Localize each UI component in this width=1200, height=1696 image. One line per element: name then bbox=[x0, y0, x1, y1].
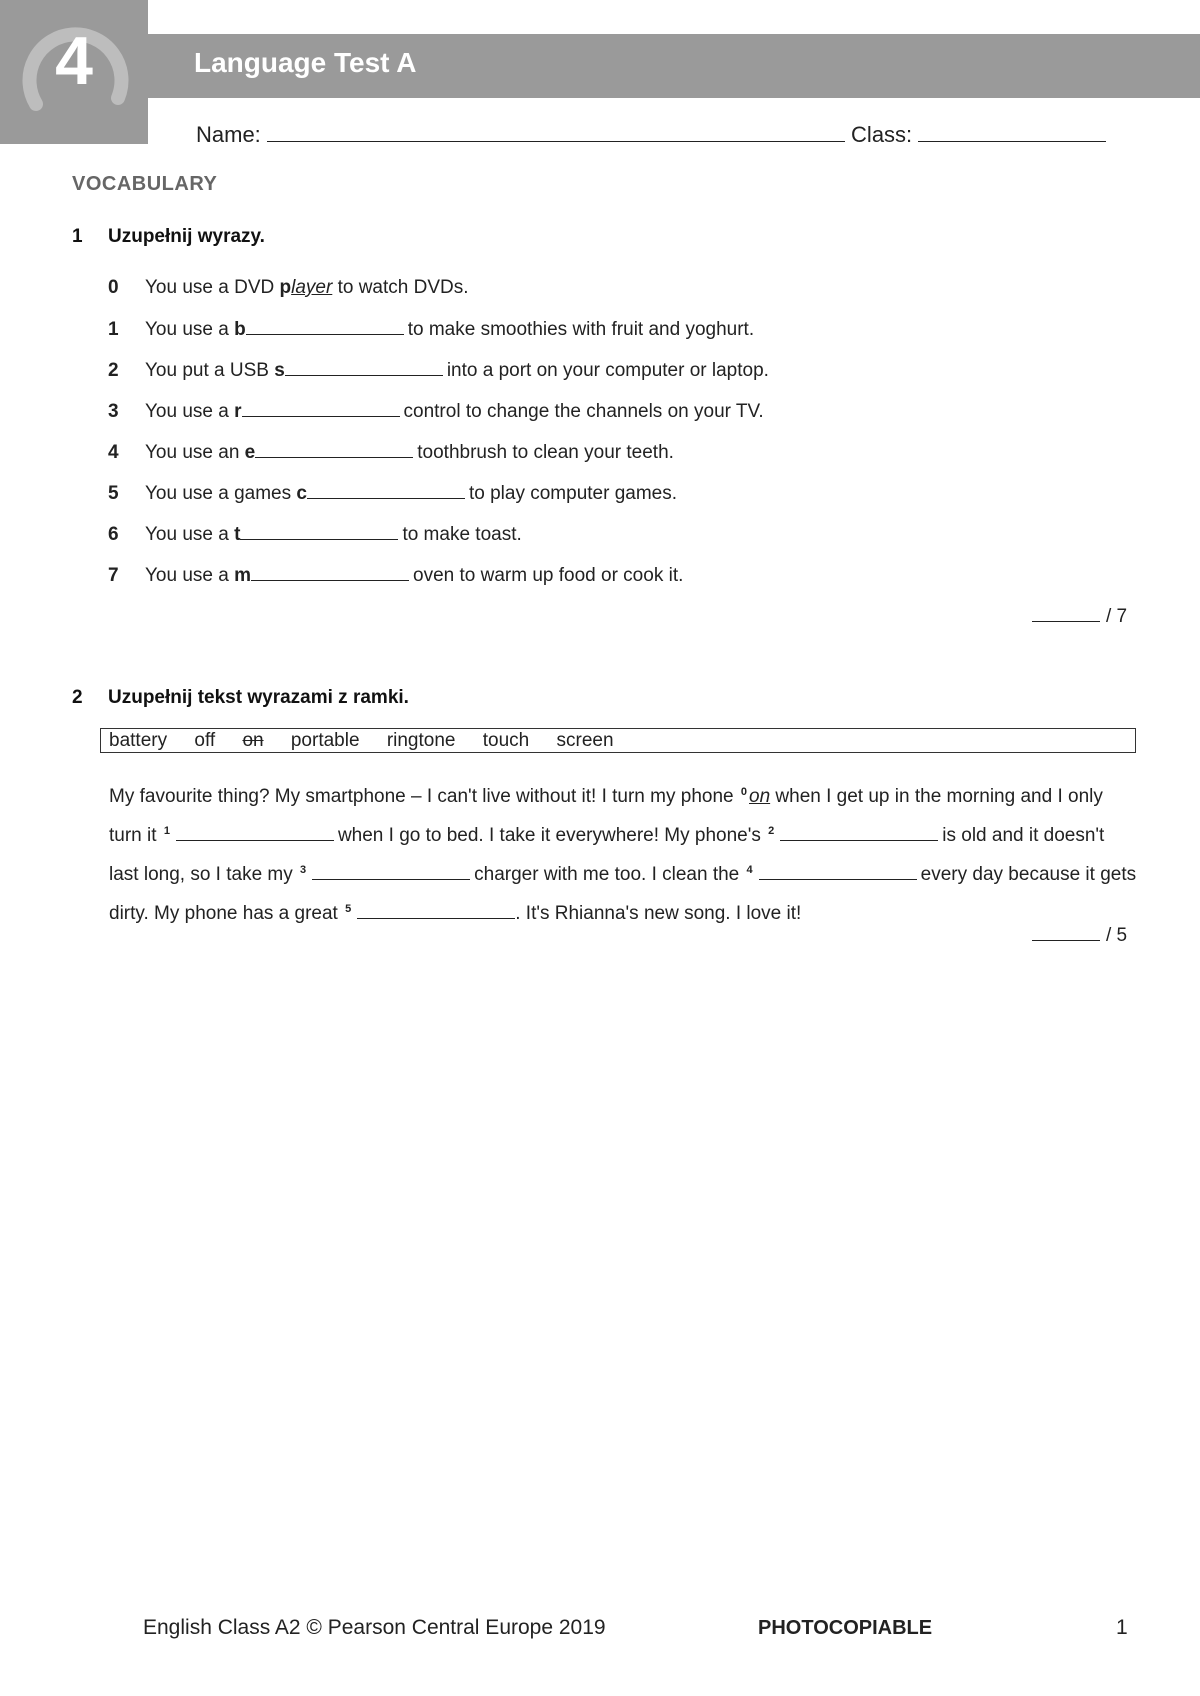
class-field[interactable] bbox=[918, 123, 1106, 142]
exercise-1-score: / 7 bbox=[1032, 605, 1127, 628]
answer-blank[interactable] bbox=[307, 482, 465, 499]
word: ringtone bbox=[386, 730, 456, 751]
word: screen bbox=[556, 730, 614, 751]
list-item: 5 You use a games c to play computer games. bbox=[108, 483, 678, 504]
name-class-line bbox=[196, 122, 1106, 148]
word: off bbox=[194, 730, 216, 751]
exercise-2-number: 2 bbox=[72, 687, 83, 708]
name-field[interactable] bbox=[267, 123, 845, 142]
list-item: 3 You use a r control to change the channels on your TV. bbox=[108, 401, 764, 422]
test-title: Language Test A bbox=[194, 47, 417, 78]
word: battery bbox=[109, 730, 168, 751]
example-item: 0 You use a DVD player to watch DVDs. bbox=[108, 277, 469, 298]
word: portable bbox=[290, 730, 360, 751]
word-box bbox=[100, 728, 1136, 753]
section-heading: VOCABULARY bbox=[72, 173, 218, 195]
exercise-2-instruction: Uzupełnij tekst wyrazami z ramki. bbox=[108, 687, 409, 708]
page-number: 1 bbox=[1116, 1616, 1128, 1639]
score-blank[interactable] bbox=[1032, 924, 1100, 941]
answer-blank[interactable] bbox=[246, 318, 404, 335]
unit-badge bbox=[0, 0, 148, 144]
answer-blank[interactable] bbox=[312, 863, 470, 880]
answer-blank[interactable] bbox=[780, 824, 938, 841]
word-used-example: on bbox=[242, 730, 264, 751]
score-blank[interactable] bbox=[1032, 605, 1100, 622]
exercise-1-instruction: Uzupełnij wyrazy. bbox=[108, 226, 265, 247]
answer-blank[interactable] bbox=[251, 564, 409, 581]
list-item: 6 You use a t to make toast. bbox=[108, 524, 522, 545]
gap-fill-text: My favourite thing? My smartphone – I can't live without it! I turn my phone $^0$ on when I get up in the morning and I only turn it $^1$ when I go to bed. I take it everywhere! My phone's $^2$ is old and it doesn't last long, so I take my $^3$ charger with me too. I clean the $^4$ every day because it gets dirty. My phone has a great $^5$ . It's Rhianna's new song. I love it! bbox=[109, 786, 1137, 924]
name-label: Name: bbox=[196, 122, 261, 147]
answer-blank[interactable] bbox=[255, 441, 413, 458]
unit-number: 4 bbox=[55, 23, 93, 99]
answer-blank[interactable] bbox=[176, 824, 334, 841]
answer-blank[interactable] bbox=[759, 863, 917, 880]
example-answer: on bbox=[749, 786, 771, 807]
answer-blank[interactable] bbox=[285, 359, 443, 376]
exercise-2-score: / 5 bbox=[1032, 924, 1127, 947]
answer-blank[interactable] bbox=[240, 523, 398, 540]
exercise-1-number: 1 bbox=[72, 226, 83, 247]
title-bar bbox=[148, 34, 1200, 98]
footer-photocopiable: PHOTOCOPIABLE bbox=[758, 1617, 933, 1639]
list-item: 7 You use a m oven to warm up food or cook it. bbox=[108, 565, 684, 586]
list-item: 2 You put a USB s into a port on your computer or laptop. bbox=[108, 360, 769, 381]
footer-copyright: English Class A2 © Pearson Central Europe 2019 bbox=[143, 1616, 606, 1639]
list-item: 1 You use a b to make smoothies with fruit and yoghurt. bbox=[108, 319, 755, 340]
word: touch bbox=[482, 730, 530, 751]
answer-blank[interactable] bbox=[242, 400, 400, 417]
answer-blank[interactable] bbox=[357, 902, 515, 919]
class-label: Class: bbox=[851, 122, 913, 147]
list-item: 4 You use an e toothbrush to clean your teeth. bbox=[108, 442, 674, 463]
